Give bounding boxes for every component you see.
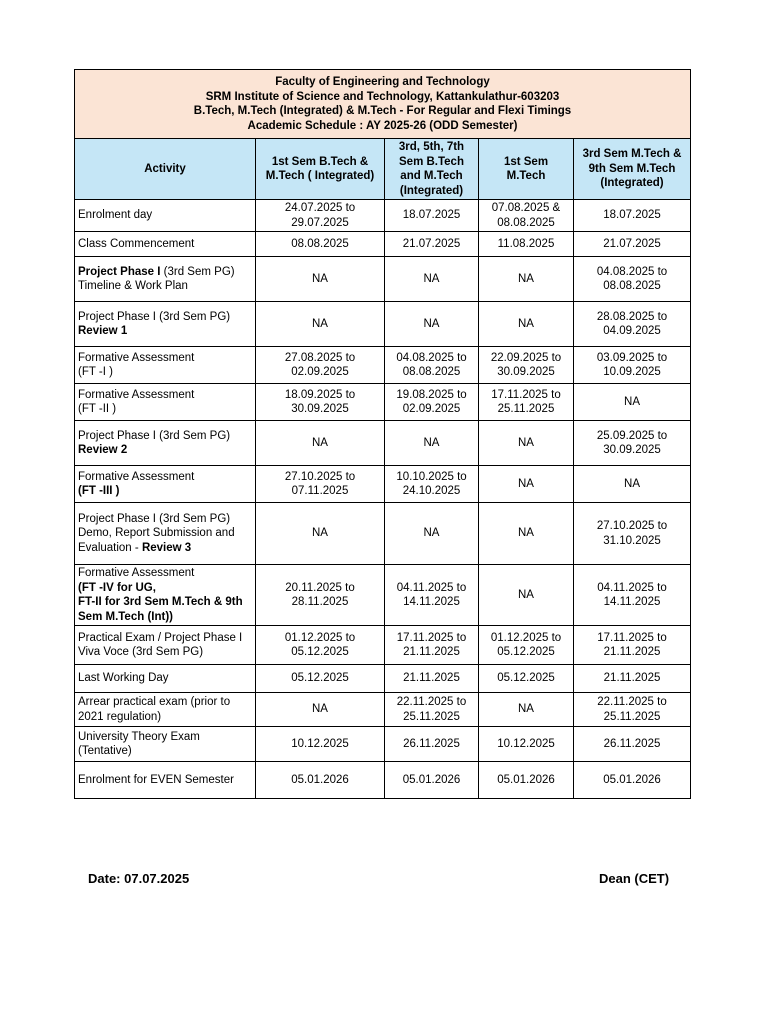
date-line: 22.11.2025 to <box>396 696 467 708</box>
date-cell <box>479 232 574 257</box>
column-header-row <box>75 139 691 200</box>
table-row <box>75 232 691 257</box>
date-cell <box>385 565 479 626</box>
table-row <box>75 565 691 626</box>
date-line: NA <box>423 317 440 330</box>
date-line: 19.08.2025 to <box>396 388 467 401</box>
date-line: 29.07.2025 <box>291 216 349 229</box>
activity-line <box>78 595 252 610</box>
activity-text: Enrolment for EVEN Semester <box>78 773 234 786</box>
date-line: 05.01.2026 <box>497 773 555 786</box>
date-line: NA <box>518 527 534 540</box>
date-line: 07.08.2025 & <box>491 202 561 214</box>
activity-line <box>78 443 252 458</box>
date-cell <box>479 727 574 762</box>
activity-text: (FT -I ) <box>78 366 113 378</box>
date-cell <box>385 503 479 565</box>
faculty-title: Faculty of Engineering and Technology <box>275 76 490 88</box>
date-cell <box>256 257 385 302</box>
date-line: 24.07.2025 to <box>284 202 356 214</box>
activity-bold-text: Review 1 <box>78 325 128 337</box>
date-line: 17.11.2025 to <box>597 631 667 644</box>
date-line: 21.07.2025 <box>603 237 661 250</box>
date-cell <box>574 421 691 466</box>
date-line: NA <box>312 436 328 449</box>
date-line: NA <box>423 527 440 540</box>
date-cell <box>256 565 385 626</box>
activity-line <box>78 279 252 294</box>
issue-date: Date: 07.07.2025 <box>88 871 190 886</box>
date-line: 05.01.2026 <box>603 773 661 786</box>
table-row <box>75 665 691 693</box>
date-line: 21.11.2025 <box>403 672 460 685</box>
date-line: 25.11.2025 <box>403 710 460 723</box>
date-line: NA <box>518 272 534 285</box>
date-cell <box>256 421 385 466</box>
date-cell <box>479 200 574 232</box>
activity-line <box>78 512 252 527</box>
activity-line <box>78 470 252 485</box>
date-line: 26.11.2025 <box>403 737 460 750</box>
activity-text: 2021 regulation) <box>78 710 162 723</box>
date-cell <box>574 257 691 302</box>
activity-cell <box>75 302 256 347</box>
activity-text: Arrear practical exam (prior to <box>78 696 231 708</box>
table-row <box>75 384 691 421</box>
activity-bold-text: (FT -III ) <box>78 485 120 497</box>
activity-line <box>78 730 252 745</box>
activity-bold-text: Review 2 <box>78 444 128 456</box>
date-line: NA <box>312 317 328 330</box>
activity-line <box>78 631 252 646</box>
date-cell <box>574 466 691 503</box>
activity-line <box>78 695 252 710</box>
date-line: 02.09.2025 <box>291 366 349 378</box>
date-line: 11.08.2025 <box>497 237 555 250</box>
date-line: 25.11.2025 <box>497 403 555 415</box>
date-cell <box>574 693 691 727</box>
date-line: NA <box>312 527 328 540</box>
activity-text: Viva Voce (3rd Sem PG) <box>78 646 204 658</box>
date-line: 05.01.2026 <box>291 773 349 786</box>
programs-line: B.Tech, M.Tech (Integrated) & M.Tech - For Regular and Flexi Timings <box>193 105 572 117</box>
date-cell <box>479 302 574 347</box>
date-line: 14.11.2025 <box>603 596 661 608</box>
activity-text: Project Phase I (3rd Sem PG) <box>78 512 231 525</box>
activity-text: Last Working Day <box>78 672 169 685</box>
activity-line <box>78 744 252 759</box>
date-cell <box>574 665 691 693</box>
schedule-body <box>75 200 691 799</box>
date-line: 27.08.2025 to <box>284 351 356 364</box>
date-line: 18.07.2025 <box>402 209 461 222</box>
date-cell <box>385 200 479 232</box>
activity-text: Formative Assessment <box>78 470 195 483</box>
activity-text: Formative Assessment <box>78 388 195 401</box>
date-cell <box>256 503 385 565</box>
date-line: 04.11.2025 to <box>597 581 667 594</box>
date-cell <box>256 384 385 421</box>
table-row <box>75 421 691 466</box>
date-cell <box>256 626 385 665</box>
date-cell <box>256 232 385 257</box>
date-line: 27.10.2025 to <box>596 520 668 532</box>
date-line: 08.08.2025 <box>402 366 461 378</box>
date-cell <box>574 626 691 665</box>
activity-line <box>78 610 252 625</box>
table-row <box>75 257 691 302</box>
date-line: 08.08.2025 <box>603 280 661 292</box>
date-line: NA <box>518 588 534 601</box>
table-row <box>75 466 691 503</box>
activity-cell <box>75 200 256 232</box>
activity-line <box>78 773 252 788</box>
date-cell <box>256 665 385 693</box>
schedule-title: Academic Schedule : AY 2025-26 (ODD Semester) <box>247 119 518 132</box>
date-cell <box>256 693 385 727</box>
activity-text: Enrolment day <box>78 209 153 222</box>
activity-text: Project Phase I (3rd Sem PG) <box>78 310 231 323</box>
activity-bold-text: Project Phase I <box>78 265 161 278</box>
signatory: Dean (CET) <box>599 871 670 886</box>
activity-line <box>78 484 252 499</box>
activity-bold-text: Review 3 <box>141 541 192 554</box>
date-line: 08.08.2025 <box>497 216 555 229</box>
activity-line <box>78 710 252 725</box>
activity-line <box>78 237 252 252</box>
date-line: 28.11.2025 <box>291 596 349 608</box>
activity-line <box>78 671 252 686</box>
date-line: 30.09.2025 <box>497 366 555 378</box>
date-cell <box>574 762 691 799</box>
table-row <box>75 727 691 762</box>
date-cell <box>385 232 479 257</box>
activity-line <box>78 351 252 366</box>
date-cell <box>479 565 574 626</box>
date-line: 07.11.2025 <box>291 485 349 497</box>
date-cell <box>479 626 574 665</box>
activity-bold-text: Sem M.Tech (Int)) <box>78 610 173 623</box>
date-cell <box>385 421 479 466</box>
date-line: 05.01.2026 <box>402 773 461 786</box>
date-line: 05.12.2025 <box>291 646 349 658</box>
activity-line <box>78 645 252 660</box>
activity-line <box>78 365 252 380</box>
date-line: 18.07.2025 <box>603 209 661 222</box>
date-cell <box>574 384 691 421</box>
date-line: 21.07.2025 <box>402 237 461 250</box>
activity-bold-text: FT-II for 3rd Sem M.Tech & 9th <box>78 596 243 608</box>
date-line: 17.11.2025 to <box>396 631 467 644</box>
date-line: 24.10.2025 <box>402 485 461 497</box>
date-line: 27.10.2025 to <box>284 470 356 483</box>
date-cell <box>385 466 479 503</box>
activity-line <box>78 526 252 541</box>
date-line: 05.12.2025 <box>291 672 349 685</box>
activity-cell <box>75 565 256 626</box>
date-cell <box>574 200 691 232</box>
activity-line <box>78 310 252 325</box>
date-cell <box>256 727 385 762</box>
activity-cell <box>75 257 256 302</box>
date-line: 04.08.2025 to <box>596 265 668 278</box>
col-header-3rd-sem-mtech: 3rd Sem M.Tech & 9th Sem M.Tech (Integrated) <box>574 139 691 200</box>
date-line: NA <box>518 317 534 330</box>
activity-line <box>78 429 252 444</box>
activity-cell <box>75 384 256 421</box>
activity-line <box>78 265 252 280</box>
date-cell <box>574 232 691 257</box>
date-line: 30.09.2025 <box>603 444 661 456</box>
activity-text: Formative Assessment <box>78 351 195 364</box>
schedule-header <box>75 70 691 139</box>
date-cell <box>385 347 479 384</box>
date-line: 25.11.2025 <box>603 710 661 723</box>
table-row <box>75 302 691 347</box>
date-line: NA <box>518 477 534 490</box>
activity-text: Evaluation - <box>78 541 142 554</box>
activity-line <box>78 208 252 223</box>
date-line: 22.09.2025 to <box>490 351 562 364</box>
date-cell <box>385 257 479 302</box>
activity-cell <box>75 693 256 727</box>
activity-text: Class Commencement <box>78 237 195 250</box>
date-cell <box>256 347 385 384</box>
date-cell <box>574 503 691 565</box>
date-line: 04.11.2025 to <box>396 581 467 594</box>
date-cell <box>479 665 574 693</box>
col-header-1st-sem-btech: 1st Sem B.Tech & M.Tech ( Integrated) <box>256 139 385 200</box>
date-line: NA <box>624 477 640 490</box>
date-cell <box>385 626 479 665</box>
table-row <box>75 503 691 565</box>
date-line: 01.12.2025 to <box>490 631 562 644</box>
date-cell <box>574 347 691 384</box>
date-cell <box>479 762 574 799</box>
date-line: 20.11.2025 to <box>285 581 355 594</box>
date-line: 22.11.2025 to <box>597 696 667 708</box>
date-line: 03.09.2025 to <box>596 351 668 364</box>
activity-text: Timeline & Work Plan <box>78 280 188 292</box>
date-line: 08.08.2025 <box>291 237 349 250</box>
institute-name: SRM Institute of Science and Technology, Kattankulathur-603203 <box>205 90 560 103</box>
activity-cell <box>75 665 256 693</box>
date-line: 30.09.2025 <box>291 403 349 415</box>
date-cell <box>385 384 479 421</box>
date-line: NA <box>423 272 440 285</box>
activity-cell <box>75 727 256 762</box>
activity-text: Project Phase I (3rd Sem PG) <box>78 429 231 442</box>
activity-text: Demo, Report Submission and <box>78 527 235 540</box>
date-line: NA <box>624 395 640 408</box>
date-line: 01.12.2025 to <box>284 631 356 644</box>
date-cell <box>385 693 479 727</box>
activity-line <box>78 388 252 403</box>
date-cell <box>479 384 574 421</box>
date-line: 10.09.2025 <box>603 366 661 378</box>
date-line: 10.12.2025 <box>291 737 349 750</box>
activity-cell <box>75 232 256 257</box>
activity-line <box>78 581 252 596</box>
date-line: 05.12.2025 <box>497 672 555 685</box>
table-row <box>75 693 691 727</box>
date-line: 10.10.2025 to <box>396 470 467 483</box>
date-cell <box>479 693 574 727</box>
activity-line <box>78 566 252 581</box>
date-line: NA <box>423 436 440 449</box>
activity-text: University Theory Exam <box>78 730 200 743</box>
date-line: 21.11.2025 <box>603 646 661 658</box>
date-line: 28.08.2025 to <box>596 310 668 323</box>
activity-line <box>78 541 252 556</box>
date-line: 21.11.2025 <box>403 646 460 658</box>
date-line: 10.12.2025 <box>497 737 555 750</box>
date-cell <box>479 466 574 503</box>
academic-schedule-table <box>74 69 691 799</box>
date-cell <box>479 421 574 466</box>
date-line: 02.09.2025 <box>402 403 461 415</box>
date-cell <box>385 727 479 762</box>
activity-cell <box>75 626 256 665</box>
date-line: NA <box>312 703 328 716</box>
activity-line <box>78 324 252 339</box>
date-line: 26.11.2025 <box>603 737 661 750</box>
table-row <box>75 762 691 799</box>
activity-cell <box>75 347 256 384</box>
date-line: 14.11.2025 <box>403 596 460 608</box>
date-line: 04.08.2025 to <box>396 351 467 364</box>
date-cell <box>256 762 385 799</box>
date-cell <box>574 302 691 347</box>
activity-text: (Tentative) <box>78 745 132 757</box>
table-row <box>75 347 691 384</box>
activity-cell <box>75 503 256 565</box>
activity-text: Formative Assessment <box>78 567 195 579</box>
date-cell <box>385 302 479 347</box>
date-cell <box>479 347 574 384</box>
date-line: 04.09.2025 <box>603 325 661 337</box>
date-line: NA <box>312 272 328 285</box>
table-row <box>75 626 691 665</box>
date-cell <box>385 762 479 799</box>
date-line: NA <box>518 703 534 716</box>
col-header-activity: Activity <box>75 139 256 200</box>
activity-text: (FT -II ) <box>78 403 117 415</box>
date-cell <box>256 200 385 232</box>
date-line: 25.09.2025 to <box>596 429 668 442</box>
col-header-odd-sem-btech: 3rd, 5th, 7th Sem B.Tech and M.Tech (Integrated) <box>385 139 479 200</box>
activity-text: (3rd Sem PG) <box>160 265 235 278</box>
date-cell <box>574 565 691 626</box>
date-line: 05.12.2025 <box>497 646 555 658</box>
table-row <box>75 200 691 232</box>
date-cell <box>256 302 385 347</box>
activity-line <box>78 402 252 417</box>
date-line: 18.09.2025 to <box>284 388 356 401</box>
date-line: 21.11.2025 <box>603 672 661 685</box>
activity-bold-text: (FT -IV for UG, <box>78 581 156 594</box>
date-line: 17.11.2025 to <box>491 388 561 401</box>
date-cell <box>574 727 691 762</box>
date-cell <box>385 665 479 693</box>
activity-cell <box>75 762 256 799</box>
date-line: 31.10.2025 <box>603 534 661 547</box>
col-header-1st-sem-mtech: 1st Sem M.Tech <box>479 139 574 200</box>
date-cell <box>479 503 574 565</box>
date-line: NA <box>518 436 534 449</box>
activity-cell <box>75 466 256 503</box>
date-cell <box>256 466 385 503</box>
date-cell <box>479 257 574 302</box>
activity-cell <box>75 421 256 466</box>
activity-text: Practical Exam / Project Phase I <box>78 631 243 644</box>
